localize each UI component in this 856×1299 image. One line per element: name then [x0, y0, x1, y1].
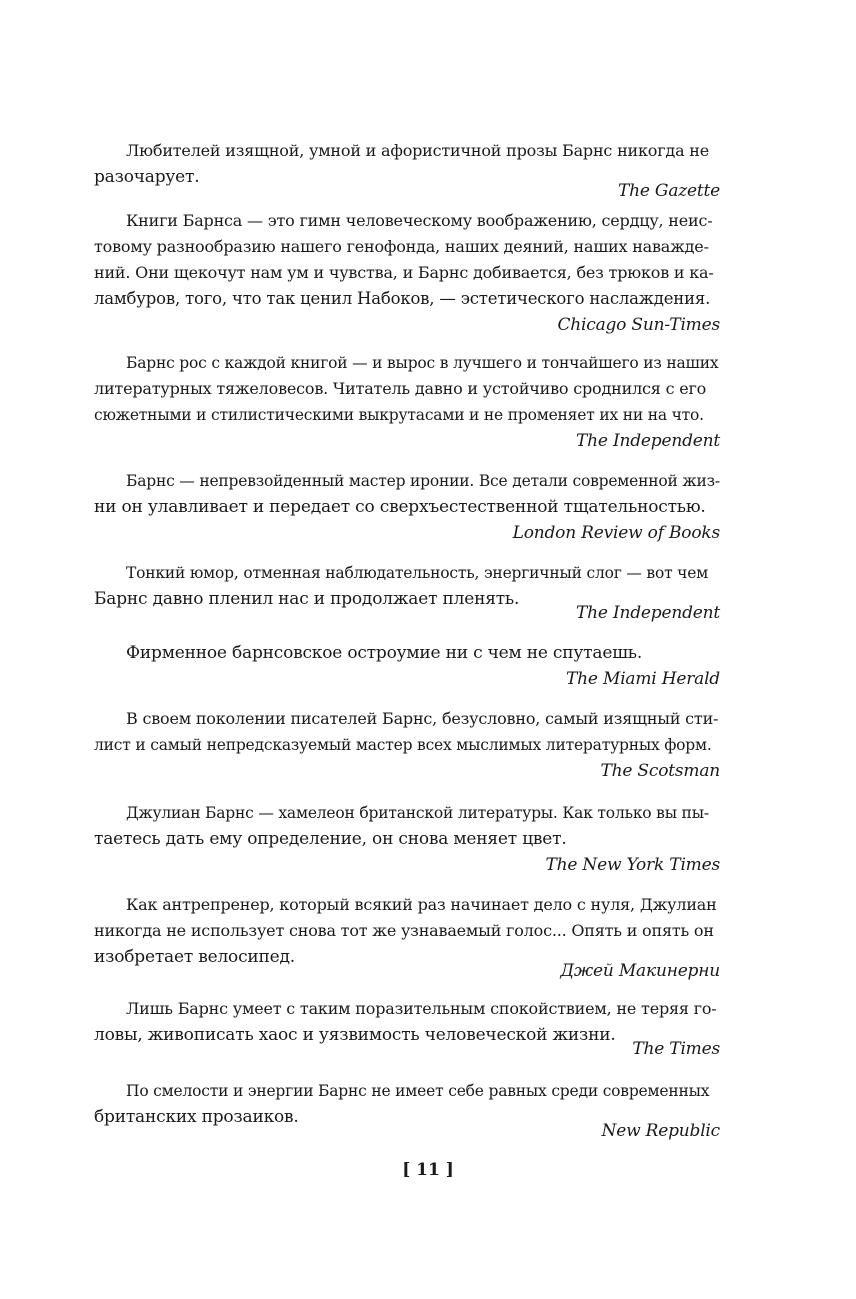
quote-source: The Independent	[576, 603, 720, 623]
quote-line: По смелости и энергии Барнс не имеет себе равных среди современных	[126, 1082, 710, 1100]
quote-source: The Independent	[576, 431, 720, 451]
quote-source: The New York Times	[545, 855, 720, 875]
quote-line: ний. Они щекочут нам ум и чувства, и Барнс добивается, без трюков и ка-	[94, 263, 714, 282]
quote-source: The Times	[632, 1039, 720, 1059]
quote-5	[94, 560, 720, 626]
quote-line: Барнс рос с каждой книгой — и вырос в лучшего и тончайшего из наших	[126, 354, 719, 372]
quote-line: Барнс — непревзойденный мастер иронии. Все детали современной жиз-	[126, 472, 720, 490]
quote-line: таетесь дать ему определение, он снова меняет цвет.	[94, 829, 567, 849]
quote-line: Как антрепренер, который всякий раз начинает дело с нуля, Джулиан	[126, 895, 717, 914]
quote-1	[94, 138, 720, 204]
quote-8	[94, 800, 720, 878]
quote-line: разочарует.	[94, 167, 200, 187]
quote-line: Джулиан Барнс — хамелеон британской литературы. Как только вы пы-	[126, 804, 709, 822]
quote-source: The Gazette	[617, 181, 720, 201]
page-number: [ 11 ]	[402, 1160, 454, 1180]
quote-source: Chicago Sun-Times	[557, 315, 720, 335]
quote-source: The Miami Herald	[566, 669, 720, 689]
quote-source: Джей Макинерни	[560, 961, 720, 981]
quote-line: ловы, живописать хаос и уязвимость человеческой жизни.	[94, 1025, 616, 1045]
quote-line: никогда не использует снова тот же узнаваемый голос... Опять и опять он	[94, 921, 714, 940]
quote-line: изобретает велосипед.	[94, 947, 296, 967]
quote-line: Барнс давно пленил нас и продолжает пленять.	[94, 589, 520, 609]
quote-4	[94, 468, 720, 546]
quote-line: товому разнообразию нашего генофонда, наших деяний, наших наважде-	[94, 237, 709, 256]
quote-line: Фирменное барнсовское остроумие ни с чем не спутаешь.	[126, 643, 643, 663]
quote-2	[94, 208, 720, 338]
quote-9	[94, 892, 720, 984]
quote-line: Книги Барнса — это гимн человеческому воображению, сердцу, неис-	[126, 211, 713, 230]
quote-source: The Scotsman	[600, 761, 720, 781]
quote-line: литературных тяжеловесов. Читатель давно и устойчиво сроднился с его	[94, 379, 707, 398]
quote-line: ни он улавливает и передает со сверхъестественной тщательностью.	[94, 497, 706, 517]
quote-11	[94, 1078, 720, 1144]
quote-line: сюжетными и стилистическими выкрутасами и не променяет их ни на что.	[94, 406, 704, 424]
quote-line: Любителей изящной, умной и афористичной прозы Барнс никогда не	[126, 141, 710, 160]
quote-line: В своем поколении писателей Барнс, безусловно, самый изящный сти-	[126, 709, 719, 728]
quote-source: New Republic	[601, 1121, 720, 1141]
quote-3	[94, 350, 720, 454]
quote-line: ламбуров, того, что так ценил Набоков, — эстетического наслаждения.	[94, 289, 711, 308]
quote-line: британских прозаиков.	[94, 1107, 299, 1127]
quote-7	[94, 706, 720, 784]
quote-6	[94, 640, 720, 692]
quote-line: Лишь Барнс умеет с таким поразительным спокойствием, не теряя го-	[126, 999, 717, 1018]
quote-line: Тонкий юмор, отменная наблюдательность, энергичный слог — вот чем	[126, 564, 709, 582]
quote-line: лист и самый непредсказуемый мастер всех мыслимых литературных форм.	[94, 736, 712, 754]
quote-source: London Review of Books	[512, 523, 720, 543]
quote-10	[94, 996, 720, 1062]
